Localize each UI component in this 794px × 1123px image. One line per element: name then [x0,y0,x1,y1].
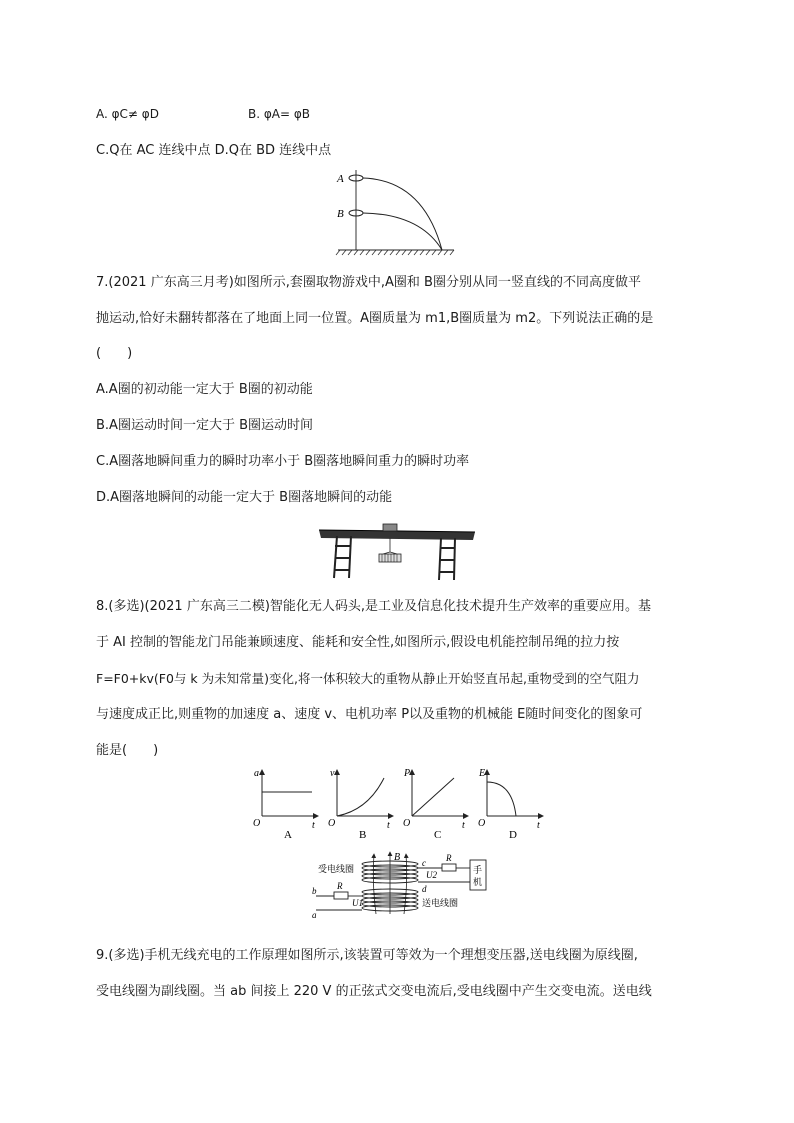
svg-text:C: C [434,829,442,841]
resistor-r2 [442,864,456,871]
svg-text:机: 机 [473,878,483,888]
hoist-trolley [383,524,397,531]
svg-text:d: d [422,884,427,894]
svg-text:t: t [537,820,540,831]
svg-text:t: t [462,820,465,831]
svg-text:D: D [509,829,517,841]
svg-text:P: P [404,768,411,779]
q8-graphs-figure [250,766,550,844]
svg-text:R: R [446,853,452,863]
graph-a [253,768,318,841]
resistor-r1 [334,892,348,899]
svg-text:B: B [359,829,367,841]
label-b: B [337,208,344,220]
q8-stem-line2: 于 AI 控制的智能龙门吊能兼顾速度、能耗和安全性,如图所示,假设电机能控制吊绳的拉力按 [96,635,620,650]
curve-c [412,778,454,816]
svg-text:c: c [422,858,426,868]
graph-c [403,768,468,841]
curve-d [487,782,516,816]
q7-stem-line1: 7.(2021 广东高三月考)如图所示,套圈取物游戏中,A圈和 B圈分别从同一竖直线的不同高度做平 [96,275,641,290]
q7-option-d: D.A圈落地瞬间的动能一定大于 B圈落地瞬间的动能 [96,490,393,505]
q6-option-a: A. φC≠ φD [96,107,159,121]
q7-option-a: A.A圈的初动能一定大于 B圈的初动能 [96,382,313,397]
svg-text:v: v [330,768,335,779]
svg-text:U1: U1 [352,898,363,908]
svg-text:E: E [479,768,486,779]
q6-option-cd: C.Q在 AC 连线中点 D.Q在 BD 连线中点 [96,143,332,158]
trajectory-b [363,213,442,250]
q9-stem-line1: 9.(多选)手机无线充电的工作原理如图所示,该装置可等效为一个理想变压器,送电线圈为原线圈, [96,948,638,963]
ring-toss-figure [328,166,468,258]
q8-stem-line1: 8.(多选)(2021 广东高三二模)智能化无人码头,是工业及信息化技术提升生产效率的重要应用。基 [96,599,652,614]
svg-text:R: R [337,881,343,891]
svg-text:手: 手 [473,866,483,876]
svg-text:b: b [312,886,317,896]
svg-text:t: t [387,820,390,831]
svg-text:U2: U2 [426,870,437,880]
graph-b [328,768,393,841]
graph-d [478,768,543,841]
q7-option-c: C.A圈落地瞬间重力的瞬时功率小于 B圈落地瞬间重力的瞬时功率 [96,454,470,469]
q8-stem-line5: 能是( ) [96,743,159,758]
label-a: A [337,173,344,185]
label-receive-coil: 受电线圈 [318,865,355,875]
gantry-crane-figure [315,518,480,588]
svg-text:A: A [284,829,292,841]
q7-stem-line2: 抛运动,恰好未翻转都落在了地面上同一位置。A圈质量为 m1,B圈质量为 m2。下列说法正确的是 [96,311,654,326]
q8-stem-line3: F=F0+kv(F0与 k 为未知常量)变化,将一体积较大的重物从静止开始竖直吊起,重物受到的空气阻力 [96,671,640,686]
wireless-charging-figure [310,848,490,922]
q7-option-b: B.A圈运动时间一定大于 B圈运动时间 [96,418,313,433]
svg-text:t: t [312,820,315,831]
q7-answer-blank: ( ) [96,346,133,361]
svg-text:O: O [328,818,336,829]
svg-text:O: O [253,818,261,829]
svg-text:O: O [478,818,486,829]
q9-stem-line2: 受电线圈为副线圈。当 ab 间接上 220 V 的正弦式交变电流后,受电线圈中产生交变电流。送电线 [96,984,652,999]
q8-stem-line4: 与速度成正比,则重物的加速度 a、速度 v、电机功率 P以及重物的机械能 E随时间变化的图象可 [96,707,643,722]
q6-option-b: B. φA= φB [248,107,311,121]
label-send-coil: 送电线圈 [422,899,459,909]
label-b-field: B [394,852,401,863]
curve-b [337,778,384,816]
svg-text:a: a [312,910,317,920]
svg-text:a: a [254,768,259,779]
svg-text:O: O [403,818,411,829]
